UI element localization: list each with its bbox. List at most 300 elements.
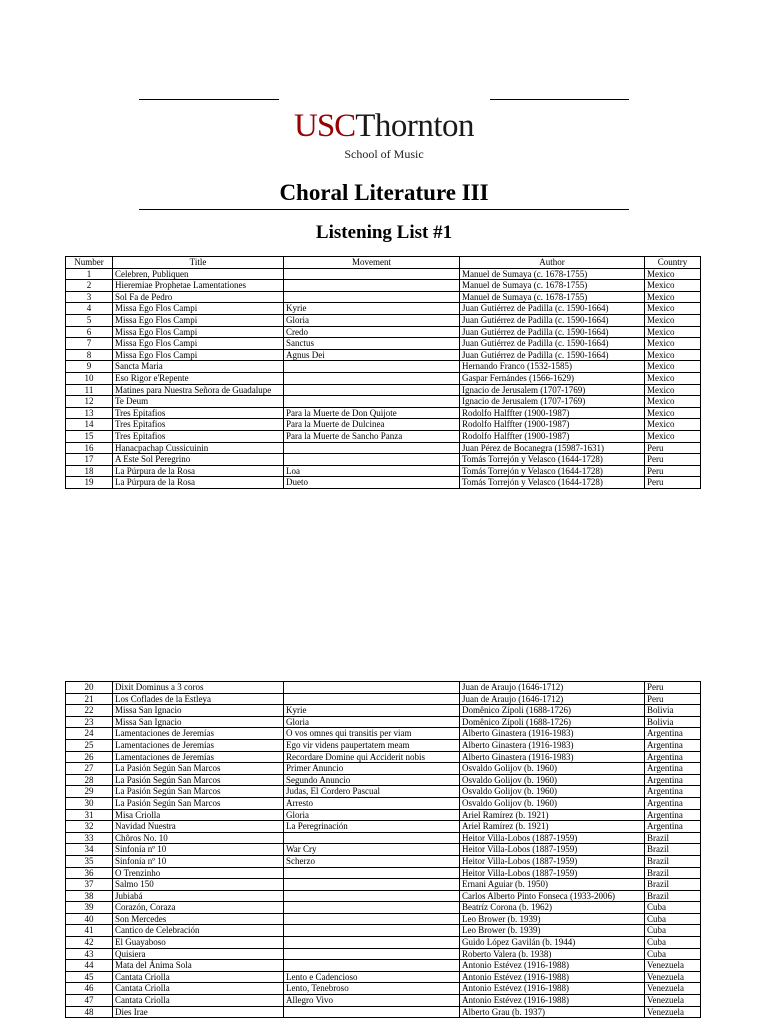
table-row bbox=[66, 844, 701, 856]
table-row bbox=[66, 268, 701, 280]
cell-country: Mexico bbox=[645, 396, 701, 408]
cell-author: Tomás Torrejón y Velasco (1644-1728) bbox=[460, 477, 645, 489]
cell-movement bbox=[284, 948, 460, 960]
cell-movement: Gloria bbox=[284, 809, 460, 821]
cell-title: La Pasión Según San Marcos bbox=[113, 786, 284, 798]
cell-country: Mexico bbox=[645, 338, 701, 350]
cell-country: Argentina bbox=[645, 774, 701, 786]
table-row bbox=[66, 902, 701, 914]
cell-country: Brazil bbox=[645, 832, 701, 844]
cell-number: 32 bbox=[66, 821, 113, 833]
cell-author: Juan Gutiérrez de Padilla (c. 1590-1664) bbox=[460, 326, 645, 338]
cell-country: Argentina bbox=[645, 821, 701, 833]
cell-country: Peru bbox=[645, 682, 701, 694]
cell-author: Juan Gutiérrez de Padilla (c. 1590-1664) bbox=[460, 338, 645, 350]
cell-title: La Pasión Según San Marcos bbox=[113, 774, 284, 786]
cell-author: Manuel de Sumaya (c. 1678-1755) bbox=[460, 280, 645, 292]
cell-movement: Gloria bbox=[284, 314, 460, 326]
cell-number: 10 bbox=[66, 372, 113, 384]
cell-movement bbox=[284, 454, 460, 466]
table-row bbox=[66, 890, 701, 902]
cell-movement: Sanctus bbox=[284, 338, 460, 350]
cell-title: Te Deum bbox=[113, 396, 284, 408]
table-row bbox=[66, 442, 701, 454]
cell-title: La Púrpura de la Rosa bbox=[113, 477, 284, 489]
cell-country: Brazil bbox=[645, 867, 701, 879]
cell-author: Ignacio de Jerusalem (1707-1769) bbox=[460, 396, 645, 408]
cell-title: Lamentaciones de Jeremías bbox=[113, 751, 284, 763]
table-row bbox=[66, 384, 701, 396]
cell-title: Lamentaciones de Jeremías bbox=[113, 739, 284, 751]
cell-title: Quisiera bbox=[113, 948, 284, 960]
cell-author: Ernani Aguiar (b. 1950) bbox=[460, 879, 645, 891]
cell-movement: Ego vir videns paupertatem meam bbox=[284, 739, 460, 751]
cell-author: Osvaldo Golijov (b. 1960) bbox=[460, 786, 645, 798]
cell-movement: Agnus Dei bbox=[284, 349, 460, 361]
cell-number: 34 bbox=[66, 844, 113, 856]
cell-country: Cuba bbox=[645, 948, 701, 960]
cell-number: 28 bbox=[66, 774, 113, 786]
cell-title: La Pasión Según San Marcos bbox=[113, 797, 284, 809]
cell-country: Mexico bbox=[645, 349, 701, 361]
table-row bbox=[66, 477, 701, 489]
table-row bbox=[66, 879, 701, 891]
cell-number: 33 bbox=[66, 832, 113, 844]
cell-country: Venezuela bbox=[645, 960, 701, 972]
cell-number: 8 bbox=[66, 349, 113, 361]
cell-title: Missa Ego Flos Campi bbox=[113, 314, 284, 326]
cell-number: 4 bbox=[66, 303, 113, 315]
cell-country: Cuba bbox=[645, 913, 701, 925]
cell-country: Peru bbox=[645, 465, 701, 477]
cell-author: Carlos Alberto Pinto Fonseca (1933-2006) bbox=[460, 890, 645, 902]
cell-author: Osvaldo Golijov (b. 1960) bbox=[460, 774, 645, 786]
table-row bbox=[66, 937, 701, 949]
cell-author: Juan Gutiérrez de Padilla (c. 1590-1664) bbox=[460, 303, 645, 315]
cell-country: Venezuela bbox=[645, 1006, 701, 1018]
cell-number: 1 bbox=[66, 268, 113, 280]
cell-country: Cuba bbox=[645, 902, 701, 914]
column-header-movement: Movement bbox=[284, 257, 460, 269]
cell-movement bbox=[284, 902, 460, 914]
table-row bbox=[66, 465, 701, 477]
cell-movement: Recordare Domine qui Acciderit nobis bbox=[284, 751, 460, 763]
cell-number: 38 bbox=[66, 890, 113, 902]
cell-country: Mexico bbox=[645, 372, 701, 384]
cell-country: Mexico bbox=[645, 384, 701, 396]
cell-movement bbox=[284, 372, 460, 384]
cell-number: 13 bbox=[66, 407, 113, 419]
cell-author: Juan de Araujo (1646-1712) bbox=[460, 682, 645, 694]
cell-title: Missa Ego Flos Campi bbox=[113, 326, 284, 338]
cell-country: Mexico bbox=[645, 280, 701, 292]
cell-author: Domênico Zípoli (1688-1726) bbox=[460, 716, 645, 728]
column-header-author: Author bbox=[460, 257, 645, 269]
cell-author: Rodolfo Halffter (1900-1987) bbox=[460, 407, 645, 419]
table-row bbox=[66, 407, 701, 419]
table-row bbox=[66, 960, 701, 972]
cell-country: Argentina bbox=[645, 763, 701, 775]
cell-title: Cantico de Celebración bbox=[113, 925, 284, 937]
cell-title: El Guayaboso bbox=[113, 937, 284, 949]
cell-movement: Credo bbox=[284, 326, 460, 338]
cell-title: Dixit Dominus a 3 coros bbox=[113, 682, 284, 694]
cell-title: Sol Fa de Pedro bbox=[113, 291, 284, 303]
cell-author: Antonio Estévez (1916-1988) bbox=[460, 960, 645, 972]
table-row bbox=[66, 763, 701, 775]
cell-country: Mexico bbox=[645, 291, 701, 303]
cell-number: 27 bbox=[66, 763, 113, 775]
cell-number: 25 bbox=[66, 739, 113, 751]
cell-country: Peru bbox=[645, 477, 701, 489]
cell-movement bbox=[284, 396, 460, 408]
cell-author: Ariel Ramírez (b. 1921) bbox=[460, 821, 645, 833]
cell-author: Manuel de Sumaya (c. 1678-1755) bbox=[460, 291, 645, 303]
cell-author: Ariel Ramírez (b. 1921) bbox=[460, 809, 645, 821]
cell-author: Alberto Ginastera (1916-1983) bbox=[460, 739, 645, 751]
table-row bbox=[66, 809, 701, 821]
table-row bbox=[66, 983, 701, 995]
cell-number: 26 bbox=[66, 751, 113, 763]
cell-title: Celebren, Publiquen bbox=[113, 268, 284, 280]
cell-number: 40 bbox=[66, 913, 113, 925]
table-row bbox=[66, 867, 701, 879]
cell-title: Navidad Nuestra bbox=[113, 821, 284, 833]
table-row bbox=[66, 821, 701, 833]
cell-country: Argentina bbox=[645, 728, 701, 740]
cell-title: Los Coflades de la Estleya bbox=[113, 693, 284, 705]
cell-movement bbox=[284, 879, 460, 891]
cell-country: Venezuela bbox=[645, 983, 701, 995]
cell-movement bbox=[284, 693, 460, 705]
cell-country: Mexico bbox=[645, 326, 701, 338]
cell-country: Peru bbox=[645, 442, 701, 454]
table-row bbox=[66, 693, 701, 705]
cell-author: Heitor Villa-Lobos (1887-1959) bbox=[460, 832, 645, 844]
cell-movement bbox=[284, 1006, 460, 1018]
cell-movement: Para la Muerte de Sancho Panza bbox=[284, 430, 460, 442]
cell-movement bbox=[284, 913, 460, 925]
cell-author: Juan Gutiérrez de Padilla (c. 1590-1664) bbox=[460, 314, 645, 326]
cell-country: Peru bbox=[645, 454, 701, 466]
cell-country: Argentina bbox=[645, 797, 701, 809]
cell-author: Antonio Estévez (1916-1988) bbox=[460, 983, 645, 995]
cell-author: Osvaldo Golijov (b. 1960) bbox=[460, 797, 645, 809]
cell-number: 17 bbox=[66, 454, 113, 466]
cell-author: Heitor Villa-Lobos (1887-1959) bbox=[460, 844, 645, 856]
cell-title: Hanacpachap Cussicuinin bbox=[113, 442, 284, 454]
cell-title: Tres Epitafios bbox=[113, 430, 284, 442]
column-header-title: Title bbox=[113, 257, 284, 269]
cell-author: Manuel de Sumaya (c. 1678-1755) bbox=[460, 268, 645, 280]
cell-movement: Kyrie bbox=[284, 303, 460, 315]
cell-author: Alberto Ginastera (1916-1983) bbox=[460, 728, 645, 740]
table-row bbox=[66, 913, 701, 925]
cell-country: Brazil bbox=[645, 879, 701, 891]
cell-title: A Este Sol Peregrino bbox=[113, 454, 284, 466]
cell-author: Juan Gutiérrez de Padilla (c. 1590-1664) bbox=[460, 349, 645, 361]
cell-movement bbox=[284, 832, 460, 844]
cell-number: 15 bbox=[66, 430, 113, 442]
table-row bbox=[66, 372, 701, 384]
cell-title: Tres Epitafios bbox=[113, 419, 284, 431]
table-row bbox=[66, 430, 701, 442]
listening-table-part-1 bbox=[65, 256, 701, 489]
cell-movement: War Cry bbox=[284, 844, 460, 856]
cell-number: 18 bbox=[66, 465, 113, 477]
cell-number: 47 bbox=[66, 995, 113, 1007]
cell-movement: Allegro Vivo bbox=[284, 995, 460, 1007]
table-row bbox=[66, 751, 701, 763]
table-row bbox=[66, 832, 701, 844]
cell-country: Bolivia bbox=[645, 705, 701, 717]
header-rule-left bbox=[139, 99, 279, 100]
cell-movement: Lento e Cadencioso bbox=[284, 971, 460, 983]
table-row bbox=[66, 682, 701, 694]
cell-author: Leo Brower (b. 1939) bbox=[460, 925, 645, 937]
cell-number: 36 bbox=[66, 867, 113, 879]
header-rule-right bbox=[490, 99, 629, 100]
cell-number: 43 bbox=[66, 948, 113, 960]
cell-country: Cuba bbox=[645, 937, 701, 949]
cell-title: O Trenzinho bbox=[113, 867, 284, 879]
cell-number: 6 bbox=[66, 326, 113, 338]
cell-movement bbox=[284, 682, 460, 694]
table-row bbox=[66, 995, 701, 1007]
table-row bbox=[66, 925, 701, 937]
cell-number: 24 bbox=[66, 728, 113, 740]
cell-movement: La Peregrinación bbox=[284, 821, 460, 833]
cell-country: Argentina bbox=[645, 786, 701, 798]
cell-number: 11 bbox=[66, 384, 113, 396]
cell-movement: O vos omnes qui transitis per viam bbox=[284, 728, 460, 740]
cell-movement: Kyrie bbox=[284, 705, 460, 717]
cell-country: Mexico bbox=[645, 361, 701, 373]
table-row bbox=[66, 971, 701, 983]
cell-author: Rodolfo Halffter (1900-1987) bbox=[460, 419, 645, 431]
logo-usc-text: USC bbox=[293, 108, 356, 144]
table-row bbox=[66, 280, 701, 292]
cell-title: Cantata Criolla bbox=[113, 983, 284, 995]
cell-number: 9 bbox=[66, 361, 113, 373]
cell-author: Heitor Villa-Lobos (1887-1959) bbox=[460, 867, 645, 879]
cell-author: Beatríz Corona (b. 1962) bbox=[460, 902, 645, 914]
table-row bbox=[66, 349, 701, 361]
cell-number: 21 bbox=[66, 693, 113, 705]
cell-movement: Para la Muerte de Don Quijote bbox=[284, 407, 460, 419]
cell-country: Peru bbox=[645, 693, 701, 705]
cell-title: Sinfonía nº 10 bbox=[113, 855, 284, 867]
table-row bbox=[66, 728, 701, 740]
cell-movement: Judas, El Cordero Pascual bbox=[284, 786, 460, 798]
cell-number: 16 bbox=[66, 442, 113, 454]
cell-author: Tomás Torrejón y Velasco (1644-1728) bbox=[460, 465, 645, 477]
table-row bbox=[66, 338, 701, 350]
cell-title: Missa Ego Flos Campi bbox=[113, 349, 284, 361]
table-row bbox=[66, 774, 701, 786]
cell-movement bbox=[284, 867, 460, 879]
cell-number: 22 bbox=[66, 705, 113, 717]
cell-country: Argentina bbox=[645, 751, 701, 763]
cell-title: Dies Irae bbox=[113, 1006, 284, 1018]
cell-author: Roberto Valera (b. 1938) bbox=[460, 948, 645, 960]
cell-movement: Para la Muerte de Dulcinea bbox=[284, 419, 460, 431]
cell-country: Brazil bbox=[645, 855, 701, 867]
cell-number: 2 bbox=[66, 280, 113, 292]
cell-movement bbox=[284, 361, 460, 373]
cell-number: 39 bbox=[66, 902, 113, 914]
cell-author: Juan de Araujo (1646-1712) bbox=[460, 693, 645, 705]
table-row bbox=[66, 326, 701, 338]
cell-country: Mexico bbox=[645, 314, 701, 326]
page-subtitle: Listening List #1 bbox=[315, 222, 453, 243]
cell-title: Sancta Maria bbox=[113, 361, 284, 373]
cell-movement bbox=[284, 960, 460, 972]
cell-number: 31 bbox=[66, 809, 113, 821]
cell-movement bbox=[284, 280, 460, 292]
cell-number: 19 bbox=[66, 477, 113, 489]
cell-title: Jubiabá bbox=[113, 890, 284, 902]
cell-country: Mexico bbox=[645, 419, 701, 431]
cell-number: 23 bbox=[66, 716, 113, 728]
cell-country: Mexico bbox=[645, 303, 701, 315]
cell-country: Argentina bbox=[645, 739, 701, 751]
table-row bbox=[66, 948, 701, 960]
cell-author: Leo Brower (b. 1939) bbox=[460, 913, 645, 925]
cell-title: La Púrpura de la Rosa bbox=[113, 465, 284, 477]
column-header-country: Country bbox=[645, 257, 701, 269]
cell-movement: Loa bbox=[284, 465, 460, 477]
cell-movement: Segundo Anuncio bbox=[284, 774, 460, 786]
cell-movement bbox=[284, 937, 460, 949]
cell-title: Son Mercedes bbox=[113, 913, 284, 925]
table-row bbox=[66, 797, 701, 809]
cell-author: Juan Pérez de Bocanegra (15987-1631) bbox=[460, 442, 645, 454]
cell-author: Alberto Ginastera (1916-1983) bbox=[460, 751, 645, 763]
cell-movement: Lento, Tenebroso bbox=[284, 983, 460, 995]
cell-country: Mexico bbox=[645, 268, 701, 280]
cell-country: Venezuela bbox=[645, 995, 701, 1007]
cell-movement: Primer Anuncio bbox=[284, 763, 460, 775]
cell-title: Corazón, Coraza bbox=[113, 902, 284, 914]
cell-number: 46 bbox=[66, 983, 113, 995]
table-row bbox=[66, 454, 701, 466]
cell-author: Tomás Torrejón y Velasco (1644-1728) bbox=[460, 454, 645, 466]
cell-title: Eso Rigor e'Repente bbox=[113, 372, 284, 384]
cell-author: Heitor Villa-Lobos (1887-1959) bbox=[460, 855, 645, 867]
listening-table-part-2 bbox=[65, 681, 701, 1018]
cell-movement bbox=[284, 925, 460, 937]
cell-country: Venezuela bbox=[645, 971, 701, 983]
page-title: Choral Literature III bbox=[279, 180, 489, 205]
cell-title: Missa Ego Flos Campi bbox=[113, 338, 284, 350]
table-row bbox=[66, 1006, 701, 1018]
title-underline bbox=[139, 209, 629, 210]
cell-title: Cantata Criolla bbox=[113, 995, 284, 1007]
cell-title: Lamentaciones de Jeremías bbox=[113, 728, 284, 740]
cell-title: Misa Criolla bbox=[113, 809, 284, 821]
cell-country: Cuba bbox=[645, 925, 701, 937]
cell-title: Missa Ego Flos Campi bbox=[113, 303, 284, 315]
cell-movement bbox=[284, 890, 460, 902]
table-row bbox=[66, 705, 701, 717]
cell-movement bbox=[284, 268, 460, 280]
cell-number: 41 bbox=[66, 925, 113, 937]
cell-number: 3 bbox=[66, 291, 113, 303]
cell-movement: Arresto bbox=[284, 797, 460, 809]
cell-number: 35 bbox=[66, 855, 113, 867]
cell-title: Sinfonía nº 10 bbox=[113, 844, 284, 856]
cell-title: La Pasión Según San Marcos bbox=[113, 763, 284, 775]
cell-country: Mexico bbox=[645, 430, 701, 442]
cell-movement bbox=[284, 384, 460, 396]
cell-title: Matines para Nuestra Señora de Guadalupe bbox=[113, 384, 284, 396]
cell-author: Rodolfo Halffter (1900-1987) bbox=[460, 430, 645, 442]
cell-number: 12 bbox=[66, 396, 113, 408]
table-row bbox=[66, 419, 701, 431]
cell-title: Mata del Ánima Sola bbox=[113, 960, 284, 972]
cell-country: Bolivia bbox=[645, 716, 701, 728]
cell-number: 44 bbox=[66, 960, 113, 972]
cell-number: 30 bbox=[66, 797, 113, 809]
table-row bbox=[66, 786, 701, 798]
cell-author: Gaspar Fernándes (1566-1629) bbox=[460, 372, 645, 384]
cell-number: 42 bbox=[66, 937, 113, 949]
cell-number: 45 bbox=[66, 971, 113, 983]
logo-school-of-music: School of Music bbox=[344, 147, 424, 161]
cell-author: Osvaldo Golijov (b. 1960) bbox=[460, 763, 645, 775]
cell-country: Mexico bbox=[645, 407, 701, 419]
table-header-row bbox=[66, 257, 701, 269]
cell-title: Salmo 150 bbox=[113, 879, 284, 891]
table-row bbox=[66, 855, 701, 867]
cell-title: Missa San Ignacio bbox=[113, 716, 284, 728]
cell-author: Antonio Estévez (1916-1988) bbox=[460, 971, 645, 983]
cell-author: Hernando Franco (1532-1585) bbox=[460, 361, 645, 373]
cell-number: 37 bbox=[66, 879, 113, 891]
cell-number: 29 bbox=[66, 786, 113, 798]
column-header-number: Number bbox=[66, 257, 113, 269]
usc-thornton-logo bbox=[0, 110, 768, 143]
cell-movement: Scherzo bbox=[284, 855, 460, 867]
cell-title: Cantata Criolla bbox=[113, 971, 284, 983]
cell-movement bbox=[284, 291, 460, 303]
logo-thornton-text: Thornton bbox=[355, 108, 475, 144]
cell-author: Ignacio de Jerusalem (1707-1769) bbox=[460, 384, 645, 396]
table-row bbox=[66, 739, 701, 751]
cell-number: 14 bbox=[66, 419, 113, 431]
table-row bbox=[66, 396, 701, 408]
cell-title: Tres Epitafios bbox=[113, 407, 284, 419]
cell-title: Chôros No. 10 bbox=[113, 832, 284, 844]
cell-movement: Gloria bbox=[284, 716, 460, 728]
cell-author: Guido López Gavilán (b. 1944) bbox=[460, 937, 645, 949]
cell-title: Hieremiae Prophetae Lamentationes bbox=[113, 280, 284, 292]
table-row bbox=[66, 291, 701, 303]
cell-number: 5 bbox=[66, 314, 113, 326]
cell-country: Brazil bbox=[645, 844, 701, 856]
cell-movement: Dueto bbox=[284, 477, 460, 489]
cell-number: 7 bbox=[66, 338, 113, 350]
cell-author: Alberto Grau (b. 1937) bbox=[460, 1006, 645, 1018]
table-row bbox=[66, 716, 701, 728]
cell-title: Missa San Ignacio bbox=[113, 705, 284, 717]
table-row bbox=[66, 361, 701, 373]
cell-author: Antonio Estévez (1916-1988) bbox=[460, 995, 645, 1007]
table-row bbox=[66, 314, 701, 326]
cell-country: Argentina bbox=[645, 809, 701, 821]
table-row bbox=[66, 303, 701, 315]
